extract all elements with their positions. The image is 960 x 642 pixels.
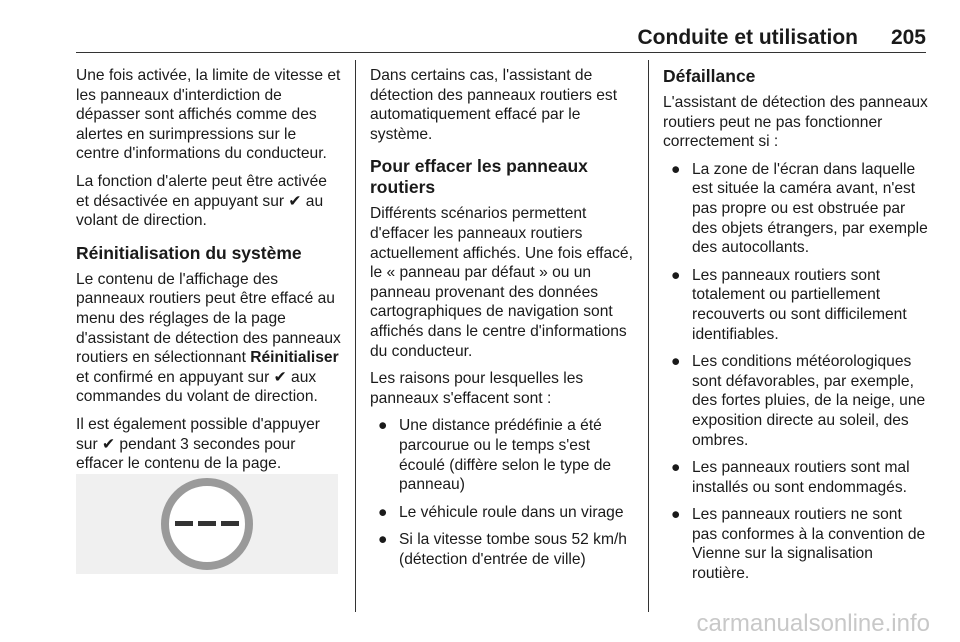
bullet-icon: ● xyxy=(671,160,681,178)
column-divider xyxy=(648,60,649,612)
page-header xyxy=(76,26,926,52)
list-item: ● La zone de l'écran dans laquelle est située la caméra avant, n'est pas propre ou est obstruée par des objets étrangers, par exemple des autocollants. xyxy=(671,160,928,257)
list-item: ● Les panneaux routiers sont totalement ou partiellement recouverts ou sont difficilement identifiables. xyxy=(671,266,907,343)
section-title: Conduite et utilisation xyxy=(637,26,858,49)
paragraph: Une fois activée, la limite de vitesse et les panneaux d'interdiction de dépasser sont affichés comme des alertes en surimpressions sur le centre d'informations du conducteur. xyxy=(76,67,341,163)
bullet-icon: ● xyxy=(378,503,388,521)
column-divider xyxy=(355,60,356,612)
list-item: ● Une distance prédéfinie a été parcourue ou le temps s'est écoulé (diffère selon le type de panneau) xyxy=(378,417,612,494)
bullet-icon: ● xyxy=(378,531,388,549)
list-item: ● Les conditions météorologiques sont défavorables, par exemple, des fortes pluies, de la neige, une exposition directe au soleil, des ombres. xyxy=(671,353,926,449)
check-icon: ✔ xyxy=(288,192,302,210)
column-2 xyxy=(370,66,635,577)
check-icon: ✔ xyxy=(102,435,116,453)
default-road-sign-icon xyxy=(76,474,338,574)
list-item: ● Le véhicule roule dans un virage xyxy=(378,503,624,521)
paragraph: Le contenu de l'affichage des panneaux routiers peut être effacé au menu des réglages de la page d'assistant de détection des panneaux routiers en sélectionnant Réinitialiser et confirmé en appuyant sur ✔ aux commandes du volant de direction. xyxy=(76,270,341,406)
clear-reasons-list xyxy=(370,416,635,569)
watermark: carmanualsonline.info xyxy=(696,610,930,637)
heading-fault: Défaillance xyxy=(663,66,756,86)
bullet-icon: ● xyxy=(671,506,681,524)
paragraph: Les raisons pour lesquelles les panneaux s'effacent sont : xyxy=(370,370,584,407)
bullet-icon: ● xyxy=(378,417,388,435)
list-item: ● Si la vitesse tombe sous 52 km/h (détection d'entrée de ville) xyxy=(378,531,627,568)
header-divider xyxy=(76,52,926,53)
heading-reset: Réinitialisation du système xyxy=(76,242,302,263)
check-icon: ✔ xyxy=(273,368,287,386)
paragraph: Dans certains cas, l'assistant de détection des panneaux routiers est automatiquement effacé par le système. xyxy=(370,67,618,143)
page-number: 205 xyxy=(890,26,926,49)
bullet-icon: ● xyxy=(671,459,681,477)
bullet-icon: ● xyxy=(671,266,681,284)
paragraph: Il est également possible d'appuyer sur ✔ pendant 3 secondes pour effacer le contenu de la page. xyxy=(76,415,320,473)
list-item: ● Les panneaux routiers ne sont pas conformes à la convention de Vienne sur la signalisation routière. xyxy=(671,506,926,583)
fault-conditions-list xyxy=(663,160,928,584)
paragraph: L'assistant de détection des panneaux routiers peut ne pas fonctionner correctement si : xyxy=(663,94,928,151)
default-sign-illustration xyxy=(76,474,338,574)
list-item: ● Les panneaux routiers sont mal installés ou sont endommagés. xyxy=(671,459,910,496)
bullet-icon: ● xyxy=(671,353,681,371)
column-3 xyxy=(663,66,928,592)
column-1 xyxy=(76,66,341,482)
paragraph: Différents scénarios permettent d'effacer les panneaux routiers actuellement affichés. Une fois effacé, le « panneau par défaut » ou un panneau provenant des données cartographiques de navigation sont affichés dans le centre d'informations du conducteur. xyxy=(370,205,633,360)
heading-clear: Pour effacer les panneaux routiers xyxy=(370,156,588,198)
paragraph: La fonction d'alerte peut être activée et désactivée en appuyant sur ✔ au volant de direction. xyxy=(76,172,327,230)
